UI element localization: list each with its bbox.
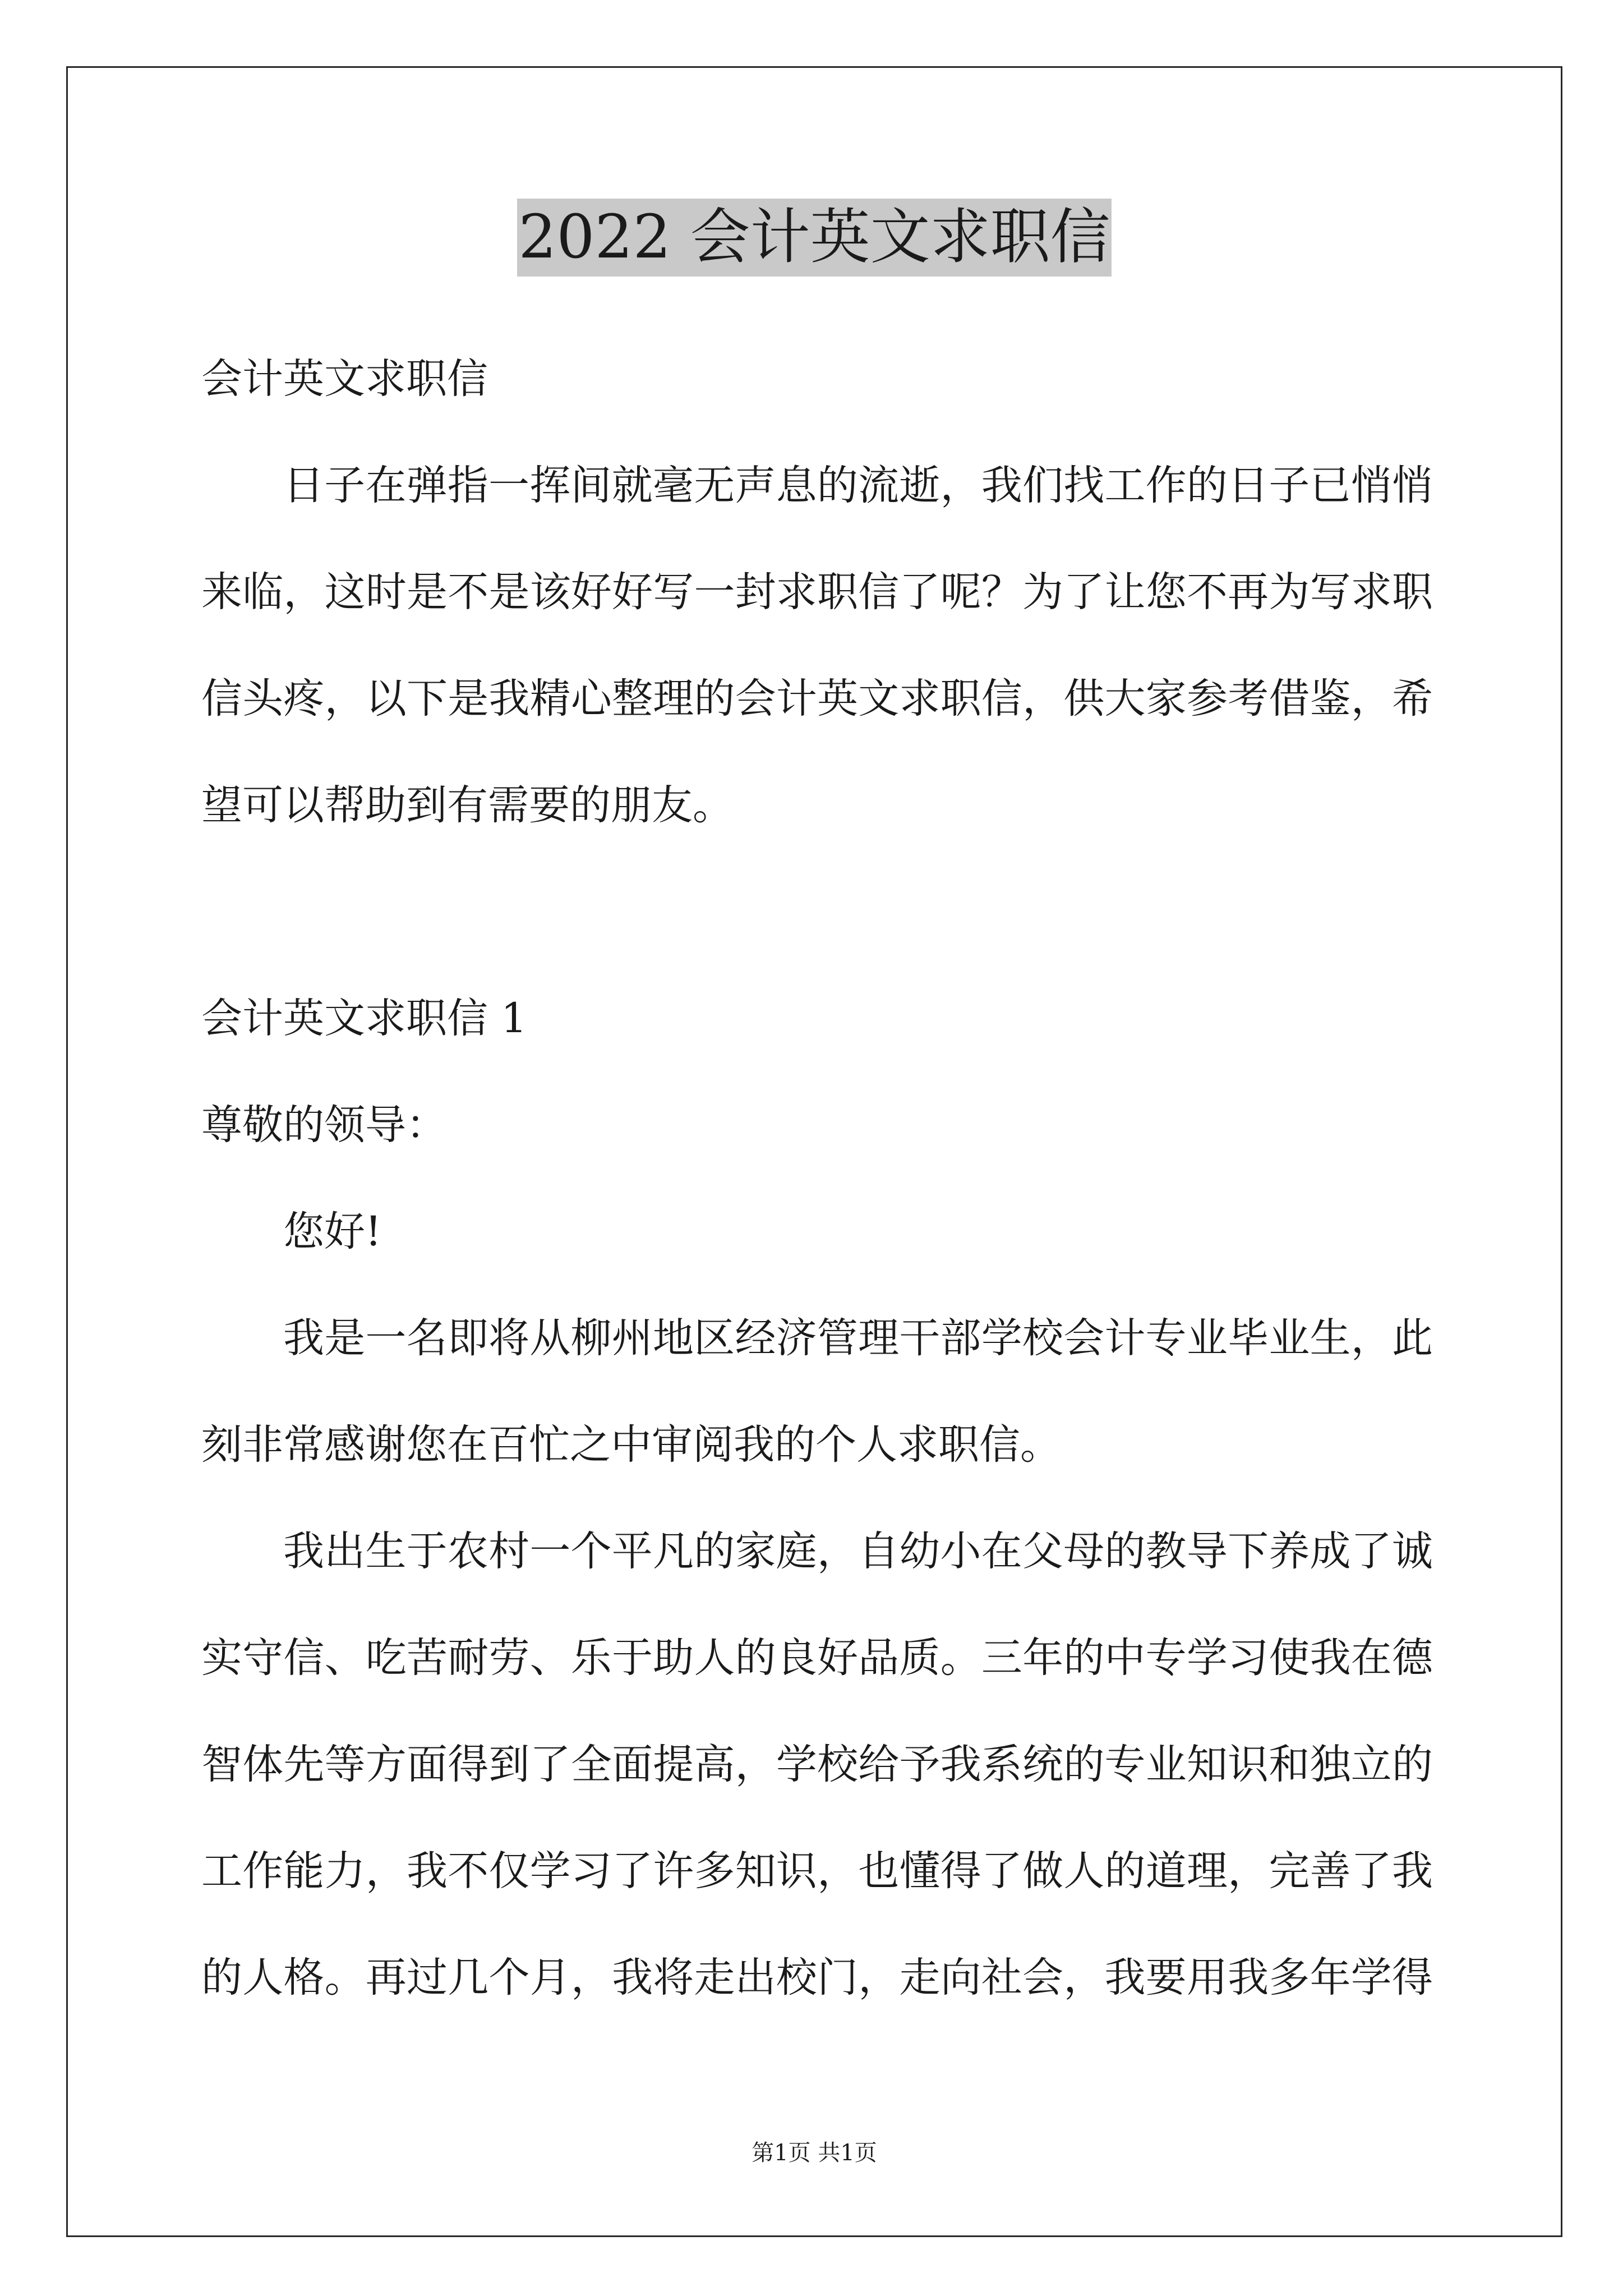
document-heading: 会计英文求职信 [201, 355, 488, 403]
salutation: 尊敬的领导： [201, 1101, 447, 1149]
intro-line: 望可以帮助到有需要的朋友。 [201, 781, 734, 829]
page-footer: 第1页 共1页 [751, 2140, 877, 2166]
document-body [201, 326, 1433, 2031]
paragraph-line: 我是一名即将从柳州地区经济管理干部学校会计专业毕业生，此 [283, 1314, 1433, 1362]
paragraph-line: 实守信、吃苦耐劳、乐于助人的良好品质。三年的中专学习使我在德 [201, 1634, 1433, 1682]
letter-paragraph [201, 1285, 1433, 1498]
intro-line: 来临，这时是不是该好好写一封求职信了呢？为了让您不再为写求职 [201, 568, 1433, 616]
document-title: 2022 会计英文求职信 [517, 199, 1111, 277]
paragraph-line: 的人格。再过几个月，我将走出校门，走向社会，我要用我多年学得 [201, 1954, 1433, 2001]
paragraph-line: 刻非常感谢您在百忙之中审阅我的个人求职信。 [201, 1421, 1061, 1469]
section-title: 会计英文求职信 1 [201, 995, 527, 1042]
title-row [66, 199, 1562, 277]
intro-line: 日子在弹指一挥间就毫无声息的流逝，我们找工作的日子已悄悄 [283, 462, 1433, 509]
blank-line [201, 859, 1433, 965]
paragraph-line: 智体先等方面得到了全面提高，学校给予我系统的专业知识和独立的 [201, 1741, 1433, 1788]
greeting: 您好! [283, 1208, 382, 1255]
intro-line: 信头疼，以下是我精心整理的会计英文求职信，供大家参考借鉴，希 [201, 675, 1433, 723]
paragraph-line: 工作能力，我不仅学习了许多知识，也懂得了做人的道理，完善了我 [201, 1847, 1433, 1895]
paragraph-line: 我出生于农村一个平凡的家庭，自幼小在父母的教导下养成了诚 [283, 1527, 1433, 1575]
letter-paragraph [201, 1498, 1433, 2031]
intro-paragraph [201, 432, 1433, 859]
